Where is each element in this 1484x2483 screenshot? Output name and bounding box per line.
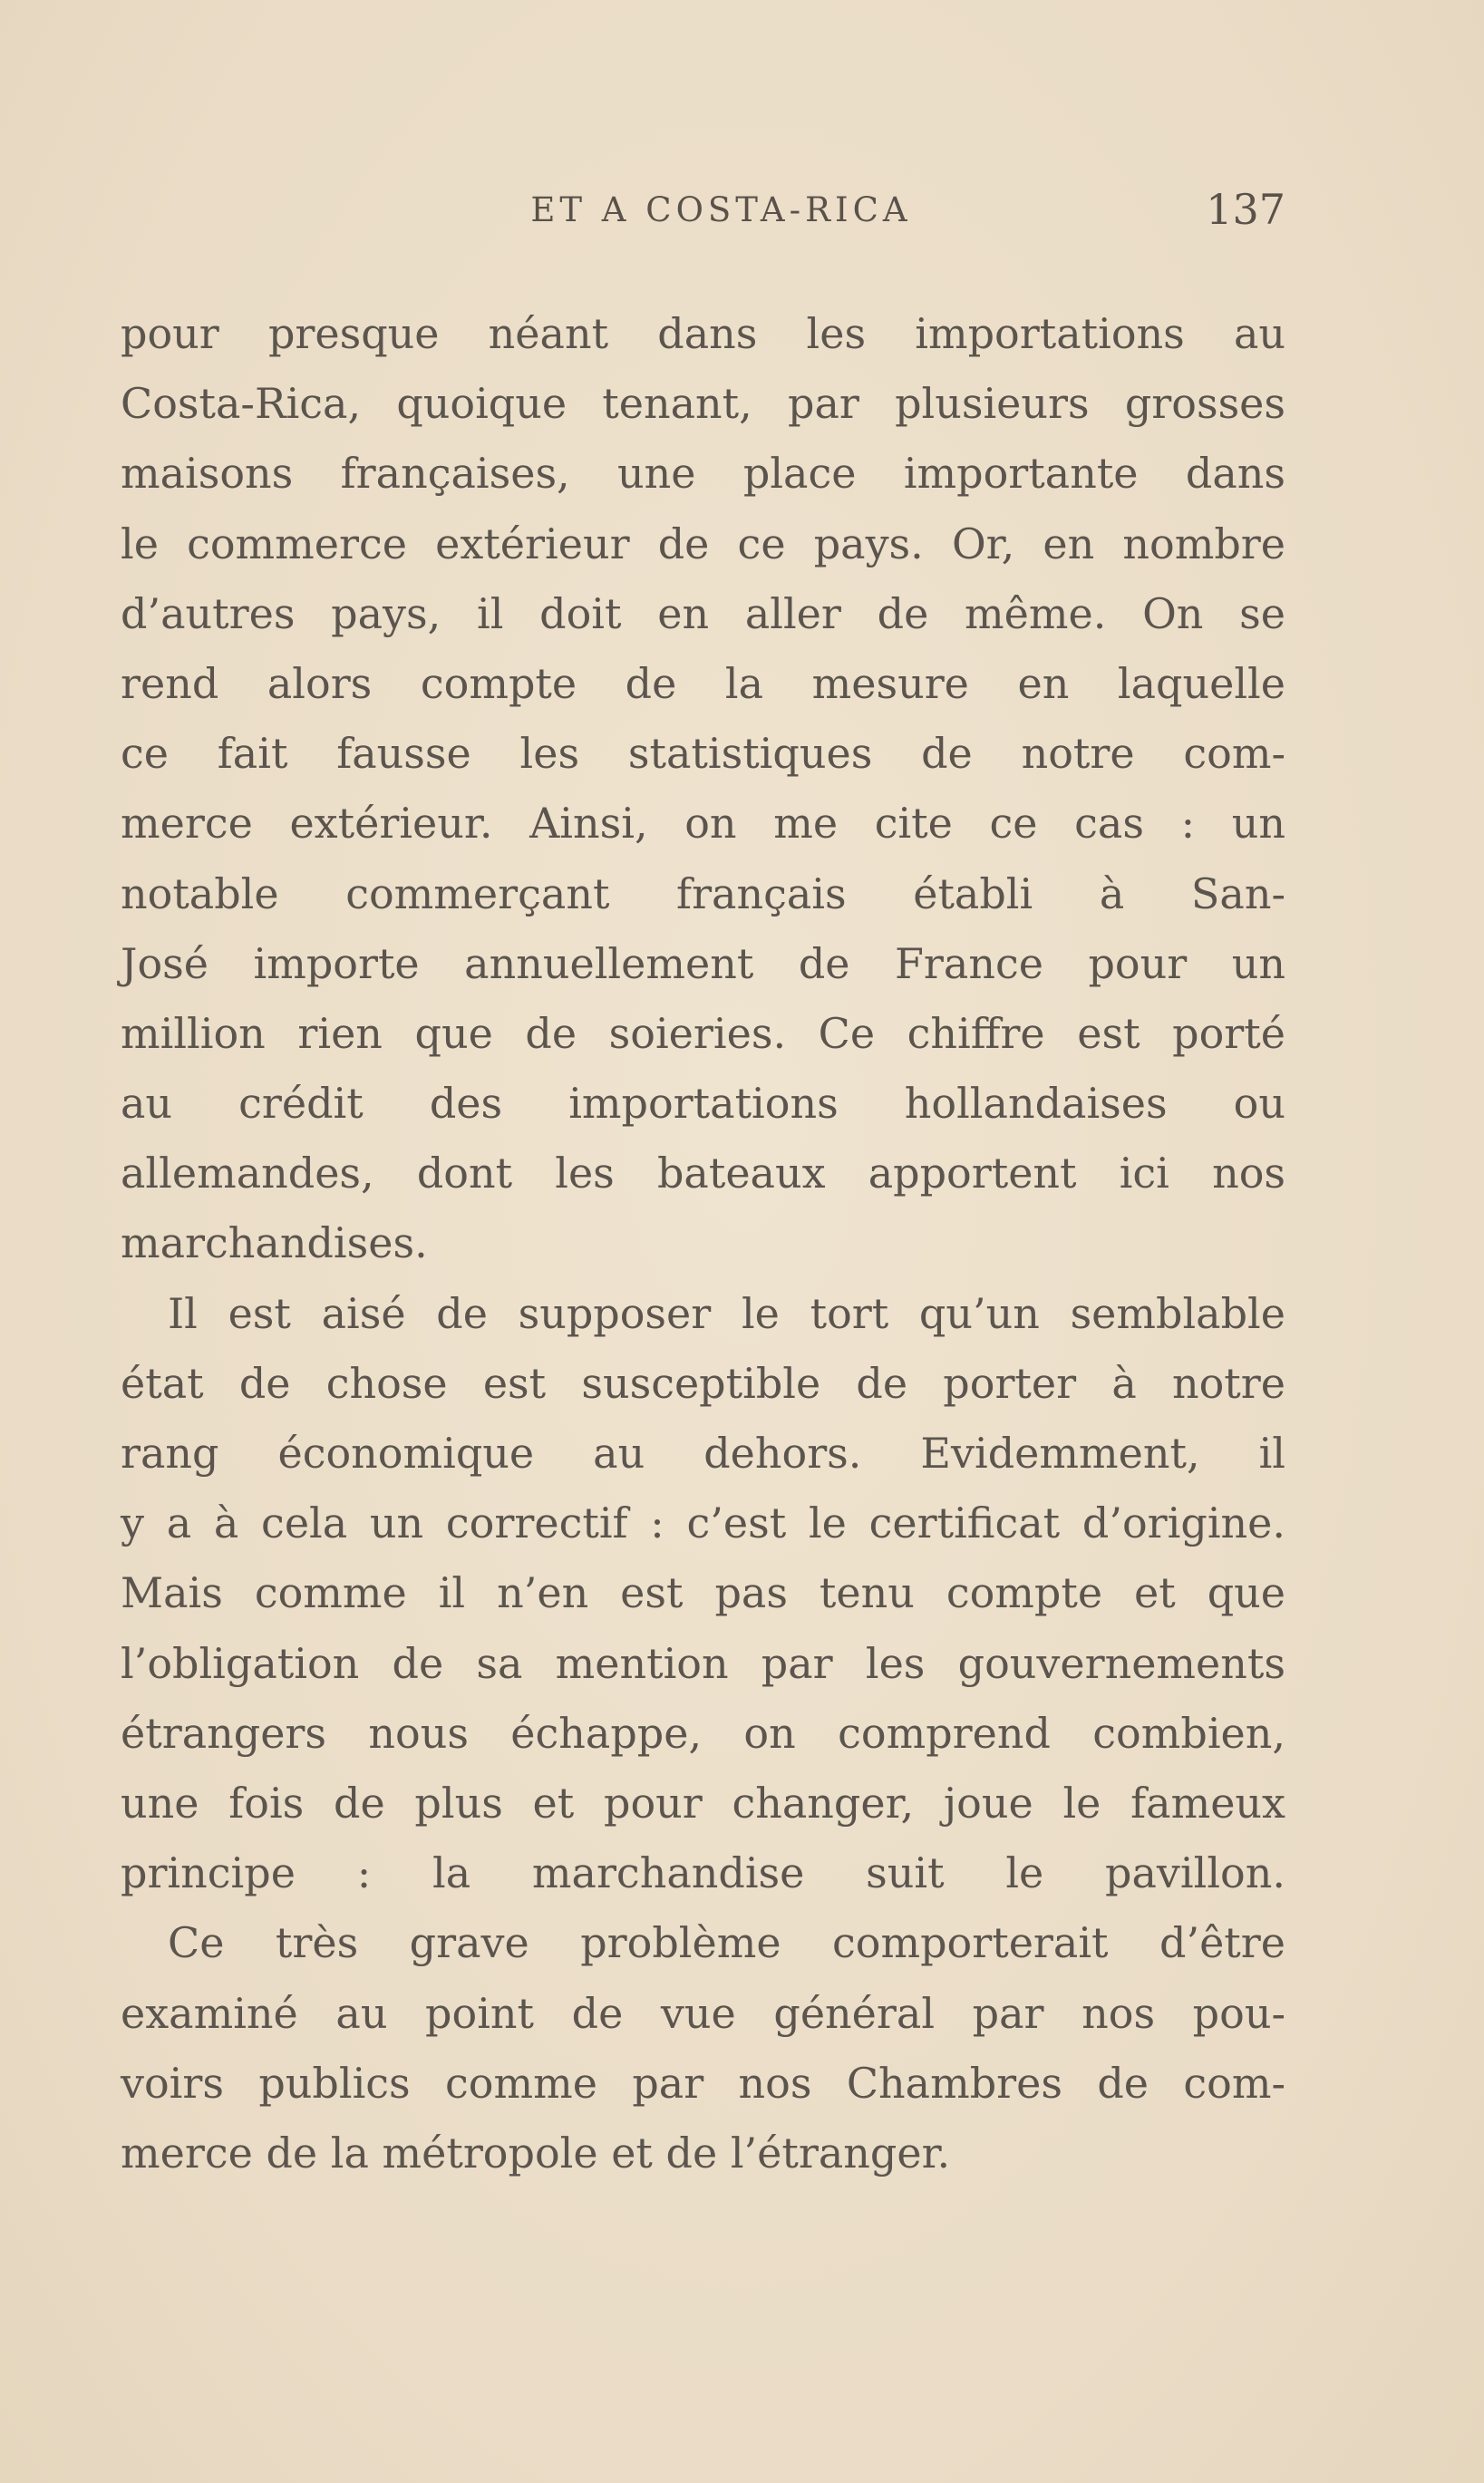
text-line: d’autres pays, il doit en aller de même. On se: [121, 588, 1285, 638]
paragraph: [121, 1908, 1285, 2188]
text-line: maisons françaises, une place importante dans: [121, 449, 1285, 499]
text-line: y a à cela un correctif : c’est le certificat d’origine.: [121, 1499, 1285, 1548]
text-line: Mais comme il n’en est pas tenu compte et que: [121, 1568, 1285, 1618]
text-line: marchandises.: [121, 1218, 428, 1268]
text-line: Il est aisé de supposer le tort qu’un semblable: [168, 1288, 1285, 1338]
text-line: voirs publics comme par nos Chambres de com-: [121, 2058, 1285, 2108]
text-line: million rien que de soieries. Ce chiffre est porté: [121, 1008, 1285, 1058]
text-line: merce extérieur. Ainsi, on me cite ce cas : un: [121, 799, 1285, 849]
text-line: l’obligation de sa mention par les gouvernements: [121, 1638, 1285, 1688]
paragraph: [121, 299, 1285, 1279]
text-line: principe : la marchandise suit le pavillon.: [121, 1848, 1285, 1898]
text-line: étrangers nous échappe, on comprend combien,: [121, 1708, 1285, 1758]
text-line: une fois de plus et pour changer, joue le fameux: [121, 1778, 1285, 1828]
running-title: ET A COSTA-RICA: [530, 190, 912, 229]
text-line: au crédit des importations hollandaises ou: [121, 1079, 1285, 1129]
text-line: rang économique au dehors. Evidemment, il: [121, 1429, 1285, 1478]
text-line: examiné au point de vue général par nos pou-: [121, 1988, 1285, 2038]
page-header: [121, 181, 1285, 245]
text-line: état de chose est susceptible de porter à notre: [121, 1358, 1285, 1408]
text-line: le commerce extérieur de ce pays. Or, en nombre: [121, 519, 1285, 568]
text-line: merce de la métropole et de l’étranger.: [121, 2128, 951, 2177]
text-line: rend alors compte de la mesure en laquelle: [121, 658, 1285, 708]
body-text: [121, 299, 1285, 2188]
paragraph: [121, 1279, 1285, 1909]
text-line: pour presque néant dans les importations au: [121, 309, 1285, 358]
text-line: José importe annuellement de France pour un: [121, 938, 1285, 988]
text-line: Ce très grave problème comporterait d’être: [168, 1918, 1285, 1968]
text-line: notable commerçant français établi à San-: [121, 868, 1285, 918]
text-line: allemandes, dont les bateaux apportent ici nos: [121, 1149, 1285, 1198]
text-line: Costa-Rica, quoique tenant, par plusieurs grosses: [121, 379, 1285, 429]
text-line: ce fait fausse les statistiques de notre com-: [121, 729, 1285, 779]
page-number: 137: [1206, 185, 1285, 234]
